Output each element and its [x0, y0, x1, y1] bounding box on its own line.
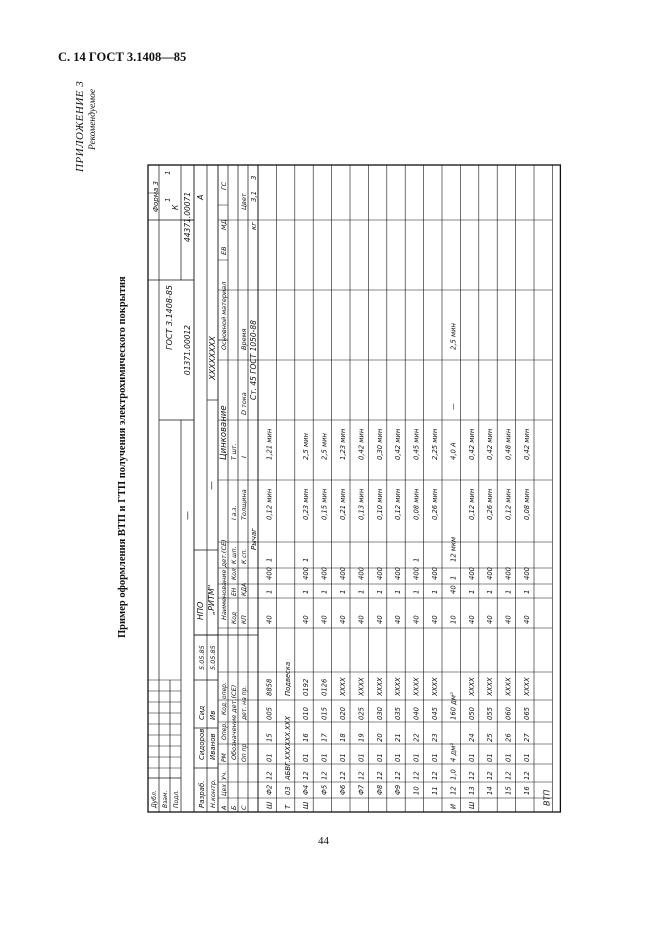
razrab-name: Сидоров	[198, 728, 206, 760]
row-cell: 1	[394, 589, 403, 594]
count: 3	[250, 175, 258, 180]
row-cell: 400	[357, 567, 366, 580]
row-cell: 0,12 мин	[265, 488, 274, 520]
row-cell: 40	[449, 585, 458, 594]
row-cell: 01	[265, 753, 274, 762]
row-cell: Ш	[265, 801, 274, 809]
row-a-name: Наименование дет.(СЕ)	[220, 539, 228, 620]
row-cell: 0,45 мин	[412, 428, 421, 460]
row-cell: 11	[431, 786, 439, 795]
row-cell: 01	[523, 753, 531, 762]
row-cell: 0,42 мин	[357, 428, 366, 460]
row-cell: 400	[486, 567, 495, 580]
row-cell: 40	[504, 615, 513, 624]
row-a-uch: Уч.	[221, 770, 228, 780]
row-cell: 400	[265, 567, 274, 580]
row-c-kp: КП	[241, 615, 248, 624]
row-cell: 12	[302, 771, 311, 780]
row-cell: 2,5 мин	[320, 433, 329, 460]
row-cell: 050	[467, 707, 476, 720]
row-cell: 400	[339, 567, 347, 580]
unit: кг	[250, 222, 258, 230]
row-cell: 01	[467, 753, 476, 762]
row-cell: 1	[302, 589, 311, 594]
row-cell: 12	[320, 771, 329, 780]
row-cell: 1	[339, 589, 347, 594]
row-cell: 22	[412, 733, 421, 742]
row-cell: 160 дм²	[449, 692, 458, 720]
row-cell: 400	[320, 567, 329, 580]
row-cell: 40	[357, 615, 366, 624]
row-cell: 0,26 мин	[486, 488, 495, 520]
row-cell: 2,5 мин	[449, 323, 458, 350]
row-cell: 065	[523, 707, 531, 720]
row-cell: 0,21 мин	[339, 488, 347, 520]
row-cell: 03	[283, 786, 292, 795]
row-cell: 23	[431, 733, 439, 742]
row-b-prefix: Б	[230, 805, 238, 810]
org-name-2: „РИТМ"	[207, 584, 216, 615]
row-cell: 01	[504, 753, 513, 762]
row-cell: 10	[449, 615, 458, 624]
sheet-a: 1	[164, 197, 172, 202]
row-cell: 1,0	[449, 769, 458, 780]
row-cell: 1	[504, 589, 513, 594]
row-cell: 19	[357, 733, 366, 742]
org-name: НПО	[196, 601, 205, 620]
row-cell: 16	[523, 786, 531, 795]
row-cell: 055	[486, 707, 495, 720]
row-cell: 12	[504, 771, 513, 780]
row-cell: Ф4	[302, 784, 311, 795]
row-cell: 400	[504, 567, 513, 580]
row-cell: 0,23 мин	[302, 488, 311, 520]
nkontr-sign: Ив	[209, 710, 217, 720]
row-cell: 400	[467, 567, 476, 580]
row-cell: 15	[504, 786, 513, 795]
row-cell: 01	[412, 753, 421, 762]
row-cell: 40	[320, 615, 329, 624]
row-cell: 27	[523, 733, 531, 742]
row-cell: 060	[504, 707, 513, 720]
row-cell: 12	[486, 771, 495, 780]
row-cell: Ш	[302, 801, 311, 809]
row-cell: XXXX	[486, 677, 495, 696]
row-cell: 0126	[320, 678, 329, 696]
col-md: МД	[220, 219, 228, 230]
row-cell: 0,10 мин	[375, 488, 384, 520]
row-cell: 0,42 мин	[523, 428, 531, 460]
row-cell: 12	[394, 771, 403, 780]
row-cell: 40	[467, 615, 476, 624]
row-cell: Ф5	[320, 784, 329, 795]
row-a-rm: РМ	[221, 753, 228, 762]
row-b-kod: Код	[231, 611, 238, 624]
row-cell: 01	[357, 753, 366, 762]
row-cell: XXXX	[504, 677, 513, 696]
row-c-prefix: С	[240, 805, 248, 810]
row-cell: 0,08 мин	[412, 488, 421, 520]
row-cell: 1	[412, 589, 421, 594]
row-cell: 010	[302, 707, 311, 720]
row-cell: 0,12 мин	[504, 488, 513, 520]
row-c-ksp: К сп.	[241, 548, 248, 564]
row-cell: 0,42 мин	[394, 428, 403, 460]
row-cell: 15	[265, 733, 274, 742]
row-cell: 400	[375, 567, 384, 580]
row-cell: 26	[504, 733, 513, 742]
row-cell: 25	[486, 733, 495, 742]
vtp-label: ВТП	[542, 789, 552, 806]
row-cell: Т	[283, 804, 292, 809]
row-cell: XXXX	[339, 677, 347, 696]
row-cell: 10	[412, 786, 421, 795]
row-cell: 4,0 А	[449, 442, 458, 460]
row-cell: 14	[486, 786, 495, 795]
row-cell: 01	[394, 753, 403, 762]
row-c-oppr: Оп пр	[241, 743, 248, 762]
row-cell: 40	[302, 615, 311, 624]
dash-1: —	[183, 511, 193, 520]
row-cell: 035	[394, 707, 403, 720]
row-c-det: дет. на пр.	[241, 685, 248, 720]
row-cell: XXXX	[357, 677, 366, 696]
col-ev: ЕВ	[220, 246, 228, 255]
row-cell: 12	[265, 771, 274, 780]
row-cell: 2,5 мин	[302, 433, 311, 460]
row-cell: 0,13 мин	[357, 488, 366, 520]
row-cell: XXXX	[412, 677, 421, 696]
row-cell: 8858	[265, 678, 274, 696]
row-cell: 400	[412, 567, 421, 580]
row-cell: Ф2	[265, 784, 274, 795]
row-cell: 1	[467, 589, 476, 594]
weight: 3,1	[250, 190, 258, 202]
row-c-dtok: D тока	[240, 392, 248, 415]
material-spec: Ст. 45 ГОСТ 1050-88	[249, 320, 258, 400]
row-cell: 24	[467, 733, 476, 742]
row-cell: 0,15 мин	[320, 488, 329, 520]
row-cell: 12	[523, 771, 531, 780]
row-cell: 400	[431, 567, 439, 580]
row-cell: 0,08 мин	[523, 488, 531, 520]
row-cell: 20	[375, 733, 384, 742]
row-cell: 0,48 мин	[504, 428, 513, 460]
row-c-time: Время	[240, 328, 248, 350]
row-cell: 18	[339, 733, 347, 742]
row-c-i: I	[240, 456, 248, 458]
page-header: С. 14 ГОСТ 3.1408—85	[58, 50, 187, 64]
process-name: Цинкование	[219, 405, 229, 460]
row-cell: 1	[449, 575, 458, 580]
row-cell: XXXX	[394, 677, 403, 696]
row-a-ceh: Цех	[221, 784, 228, 796]
row-cell: 1	[320, 589, 329, 594]
row-cell: —	[449, 403, 458, 410]
row-c-ts: Цвет	[240, 193, 248, 210]
row-cell: Ф8	[375, 784, 384, 795]
stamp-vzam: Взам.	[162, 790, 169, 808]
row-a-material: Основной материал	[220, 281, 228, 350]
row-cell: 12	[431, 771, 439, 780]
row-cell: 01	[486, 753, 495, 762]
row-cell: 2,25 мин	[431, 428, 439, 460]
razrab-label: Разраб.	[198, 780, 206, 808]
row-cell: 1,21 мин	[265, 428, 274, 460]
row-cell: 01	[320, 753, 329, 762]
row-cell: Подвеска	[283, 661, 292, 696]
stamp-podl: Подл.	[173, 789, 180, 808]
row-cell: 40	[412, 615, 421, 624]
row-cell: 13	[467, 786, 476, 795]
row-cell: 040	[412, 707, 421, 720]
row-b-iaz: I а.з.	[231, 505, 238, 520]
row-cell: 0,42 мин	[486, 428, 495, 460]
doc-number-1: 01371.00012	[183, 324, 192, 376]
row-cell: 1,23 мин	[339, 428, 347, 460]
doc-code: К	[171, 204, 180, 210]
detail-code: XXXXXXXX	[208, 336, 217, 380]
row-cell: 12	[357, 771, 366, 780]
row-cell: 40	[486, 615, 495, 624]
row-cell: 1	[486, 589, 495, 594]
row-cell: 0,26 мин	[431, 488, 439, 520]
row-cell: 21	[394, 733, 403, 742]
row-b-en: ЕН	[231, 587, 238, 596]
row-cell: 40	[523, 615, 531, 624]
row-cell: 40	[265, 615, 274, 624]
sheet-b: 1	[164, 170, 172, 175]
row-a-kod: Код. опер.	[221, 682, 228, 715]
row-cell: 400	[302, 567, 311, 580]
material-code: Рычаг	[250, 528, 258, 550]
route-card-form	[140, 157, 598, 820]
nkontr-date: 5.05.85	[209, 645, 217, 670]
row-cell: 045	[431, 707, 439, 720]
row-cell: XXXX	[523, 677, 531, 696]
doc-number-2: 44371.00071	[183, 191, 192, 242]
row-cell: 0,42 мин	[467, 428, 476, 460]
razrab-sign: Сид	[198, 705, 206, 720]
row-cell: Ш	[467, 801, 476, 809]
row-cell: 400	[523, 567, 531, 580]
row-c-kda: КДА	[241, 582, 248, 596]
dash-2: —	[207, 481, 217, 490]
row-cell: 1	[265, 557, 274, 562]
row-cell: 1	[357, 589, 366, 594]
row-cell: 12	[375, 771, 384, 780]
row-cell: 01	[302, 753, 311, 762]
row-cell: 12	[467, 771, 476, 780]
row-cell: 1	[302, 557, 311, 562]
row-b-kol: Кол	[231, 568, 238, 580]
row-cell: 1	[523, 589, 531, 594]
form-label: Форма 3	[152, 180, 160, 212]
row-cell: 0,30 мин	[375, 428, 384, 460]
row-cell: XXXX	[467, 677, 476, 696]
razrab-date: 5.05.85	[198, 645, 206, 670]
appendix-label: ПРИЛОЖЕНИЕ 3	[74, 80, 86, 172]
row-cell: XXXX	[375, 677, 384, 696]
row-cell: 025	[357, 707, 366, 720]
row-cell: 005	[265, 707, 274, 720]
row-cell: 1	[412, 557, 421, 562]
row-cell: 015	[320, 707, 329, 720]
row-b-tsht: Т шт.	[231, 443, 238, 460]
row-cell: 0,12 мин	[394, 488, 403, 520]
row-cell: Ф7	[357, 784, 366, 795]
row-cell: XXXX	[431, 677, 439, 696]
nkontr-label: Н.контр.	[209, 778, 217, 808]
route-card-svg	[140, 157, 598, 820]
row-cell: 17	[320, 733, 329, 742]
col-ts: ГС	[220, 181, 228, 190]
row-b-obozn: Обозначение дет.(СЕ)	[230, 684, 238, 760]
row-cell: 01	[339, 753, 347, 762]
row-cell: 12	[449, 786, 458, 795]
row-cell: 1	[265, 589, 274, 594]
row-cell: 0,12 мин	[467, 488, 476, 520]
row-cell: 12	[339, 771, 347, 780]
nkontr-name: Иванов	[209, 733, 217, 760]
row-cell: 12 мкм	[449, 536, 458, 562]
row-cell: Ф9	[394, 784, 403, 795]
row-cell: 40	[375, 615, 384, 624]
page-number: 44	[318, 835, 329, 847]
row-a-oper: Опер.	[221, 721, 228, 740]
row-cell: 40	[339, 615, 347, 624]
doc-letter: А	[196, 194, 205, 200]
row-cell: 40	[394, 615, 403, 624]
row-cell: И	[449, 803, 458, 809]
row-cell: 020	[339, 707, 347, 720]
row-cell: 0192	[302, 678, 311, 696]
row-cell: 030	[375, 707, 384, 720]
row-cell: Ф6	[339, 784, 347, 795]
gost-ref: ГОСТ 3.1408-85	[165, 285, 174, 350]
row-cell: 01	[431, 753, 439, 762]
row-a-prefix: А	[220, 805, 228, 810]
row-cell: 1	[431, 589, 439, 594]
row-cell: 1	[375, 589, 384, 594]
row-cell: АБВГ.ХХХХХХ.ХХХ	[283, 716, 292, 780]
row-c-tol: Толщина	[240, 489, 248, 520]
row-cell: 40	[431, 615, 439, 624]
appendix-note: Рекомендуемое	[88, 88, 98, 150]
stamp-dubl: Дубл.	[151, 790, 158, 808]
row-cell: 16	[302, 733, 311, 742]
row-cell: 4 дм²	[449, 742, 458, 762]
row-b-kshp: К шп.	[231, 546, 238, 564]
row-cell: 01	[375, 753, 384, 762]
row-cell: 12	[412, 771, 421, 780]
route-card-form-rotated	[140, 157, 598, 820]
example-title: Пример оформления ВТП и ГТП получения электрохимического покрытия	[117, 276, 128, 638]
row-cell: 400	[394, 567, 403, 580]
